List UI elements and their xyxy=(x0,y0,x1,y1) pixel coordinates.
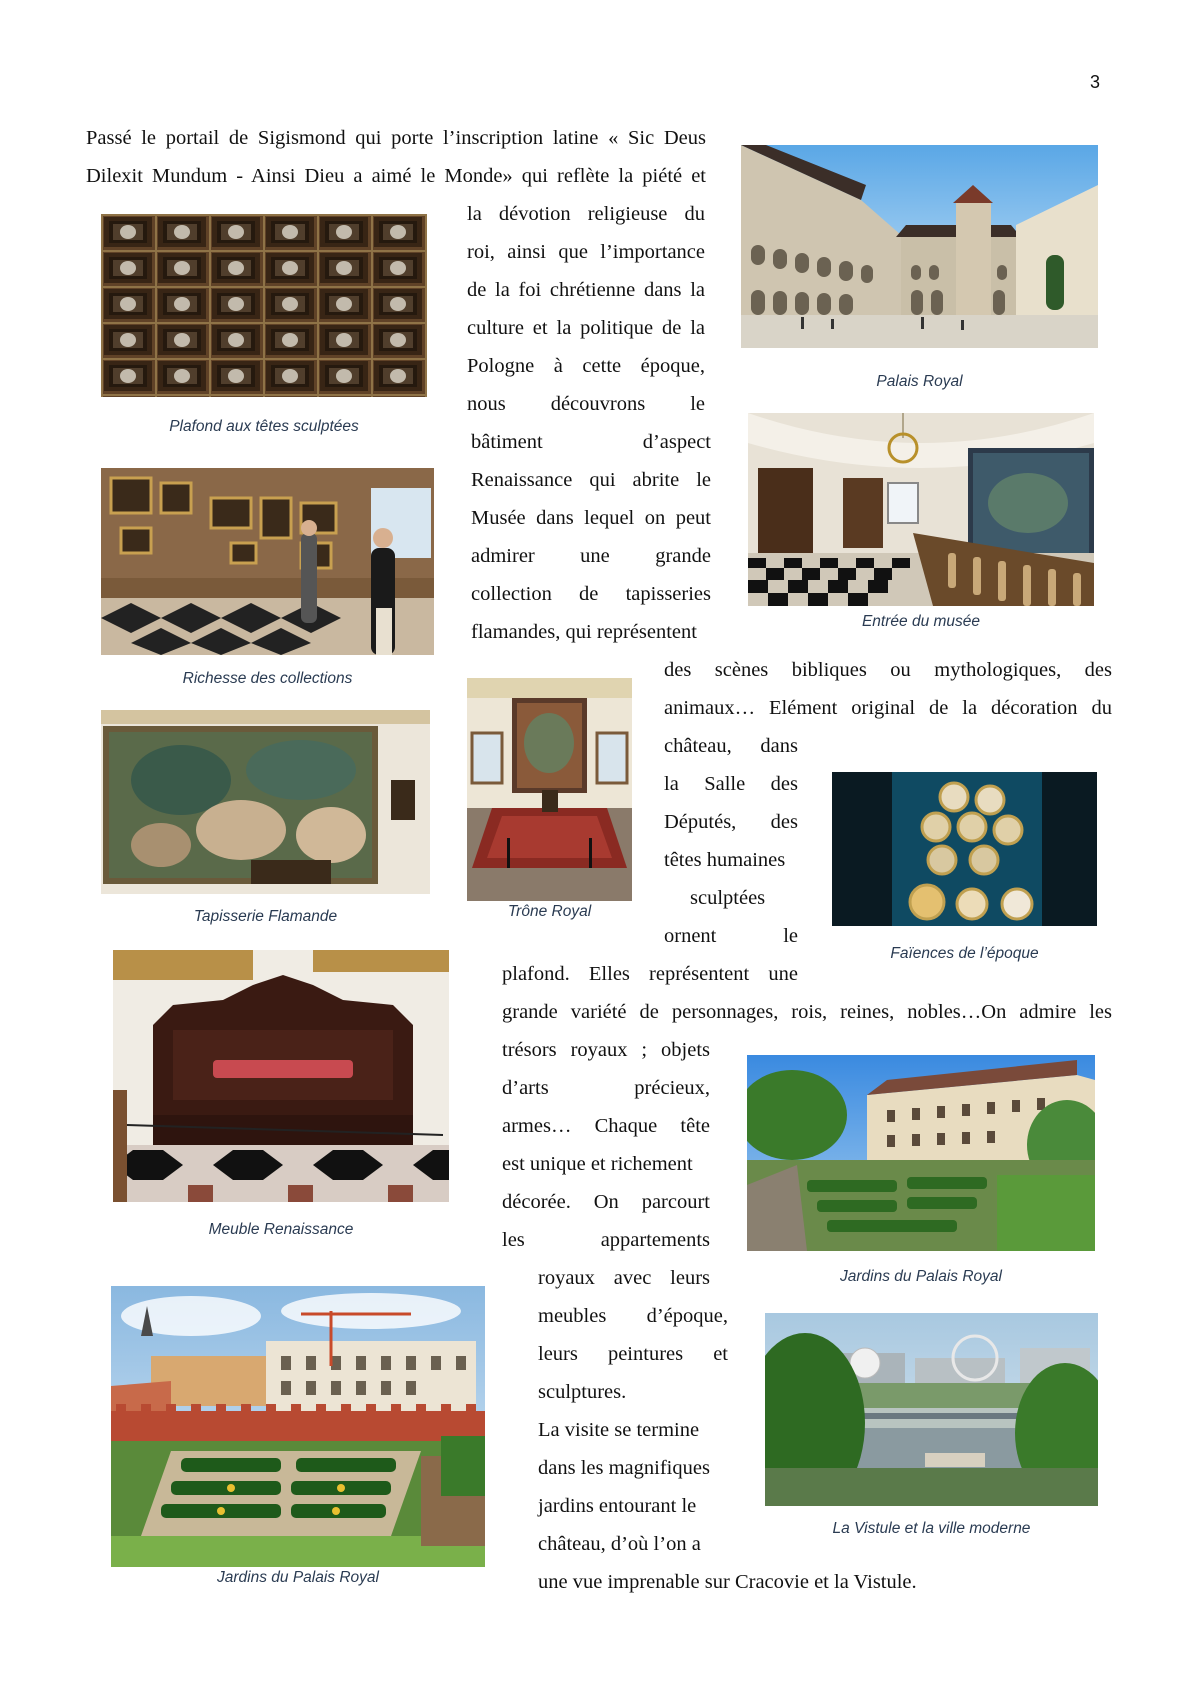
text-line: roi, ainsi que l’importance xyxy=(467,241,705,263)
text-line: décorée. On parcourt xyxy=(502,1191,710,1213)
text-line: la Salle des xyxy=(664,773,798,795)
text-line: armes… Chaque tête xyxy=(502,1115,710,1137)
photo-furniture xyxy=(113,950,449,1202)
photo-faience xyxy=(832,772,1097,926)
photo-vistula xyxy=(765,1313,1098,1506)
text-line: grande variété de personnages, rois, reines, nobles…On admire les xyxy=(502,1001,1112,1023)
photo-royal-palace xyxy=(741,145,1098,348)
text-line: Musée dans lequel on peut xyxy=(471,507,711,529)
photo-gardens-right xyxy=(747,1055,1095,1251)
text-line: une vue imprenable sur Cracovie et la Vistule. xyxy=(538,1571,917,1593)
caption-gardens-right: Jardins du Palais Royal xyxy=(840,1268,1002,1285)
text-line: ornent le xyxy=(664,925,798,947)
text-line: bâtiment d’aspect xyxy=(471,431,711,453)
text-line: admirer une grande xyxy=(471,545,711,567)
photo-throne xyxy=(467,678,632,901)
text-line: sculptées xyxy=(690,887,766,909)
text-line: plafond. Elles représentent une xyxy=(502,963,798,985)
text-line: têtes humaines xyxy=(664,849,786,871)
photo-collections xyxy=(101,468,434,655)
caption-vistula: La Vistule et la ville moderne xyxy=(832,1520,1031,1537)
caption-collections: Richesse des collections xyxy=(182,670,353,687)
text-line: jardins entourant le xyxy=(538,1495,697,1517)
text-line: La visite se termine xyxy=(538,1419,700,1441)
caption-faience: Faïences de l’époque xyxy=(890,945,1039,962)
photo-gardens-left xyxy=(111,1286,485,1567)
text-line: nous découvrons le xyxy=(467,393,705,415)
photo-ceiling xyxy=(101,214,427,397)
text-line: d’arts précieux, xyxy=(502,1077,710,1099)
caption-furniture: Meuble Renaissance xyxy=(208,1221,354,1238)
text-line: château, d’où l’on a xyxy=(538,1533,701,1555)
text-line: royaux avec leurs xyxy=(538,1267,710,1289)
photo-museum-entrance xyxy=(748,413,1094,606)
text-line: de la foi chrétienne dans la xyxy=(467,279,705,301)
caption-tapestry: Tapisserie Flamande xyxy=(193,908,338,925)
text-line: animaux… Elément original de la décoration du xyxy=(664,697,1112,719)
caption-ceiling: Plafond aux têtes sculptées xyxy=(169,418,359,435)
text-line: Renaissance qui abrite le xyxy=(471,469,711,491)
text-line: château, dans xyxy=(664,735,798,757)
text-line: trésors royaux ; objets xyxy=(502,1039,710,1061)
intro-line-2: Dilexit Mundum - Ainsi Dieu a aimé le Monde» qui reflète la piété et xyxy=(86,165,706,187)
text-line: Pologne à cette époque, xyxy=(467,355,705,377)
text-line: collection de tapisseries xyxy=(471,583,711,605)
caption-royal-palace: Palais Royal xyxy=(876,373,963,390)
text-line: meubles d’époque, xyxy=(538,1305,728,1327)
photo-tapestry xyxy=(101,710,430,894)
text-line: est unique et richement xyxy=(502,1153,693,1175)
text-line: dans les magnifiques xyxy=(538,1457,710,1479)
intro-line-1: Passé le portail de Sigismond qui porte l’inscription latine « Sic Deus xyxy=(86,127,706,149)
text-line: sculptures. xyxy=(538,1381,627,1403)
caption-gardens-left: Jardins du Palais Royal xyxy=(217,1569,379,1586)
page-number: 3 xyxy=(1090,72,1101,92)
caption-museum-entrance: Entrée du musée xyxy=(861,613,981,630)
text-line: Députés, des xyxy=(664,811,798,833)
text-line: la dévotion religieuse du xyxy=(467,203,705,225)
text-line: des scènes bibliques ou mythologiques, des xyxy=(664,659,1112,681)
text-line: les appartements xyxy=(502,1229,710,1251)
text-line: culture et la politique de la xyxy=(467,317,705,339)
text-line: flamandes, qui représentent xyxy=(471,621,697,643)
caption-throne: Trône Royal xyxy=(507,903,592,920)
text-line: leurs peintures et xyxy=(538,1343,728,1365)
